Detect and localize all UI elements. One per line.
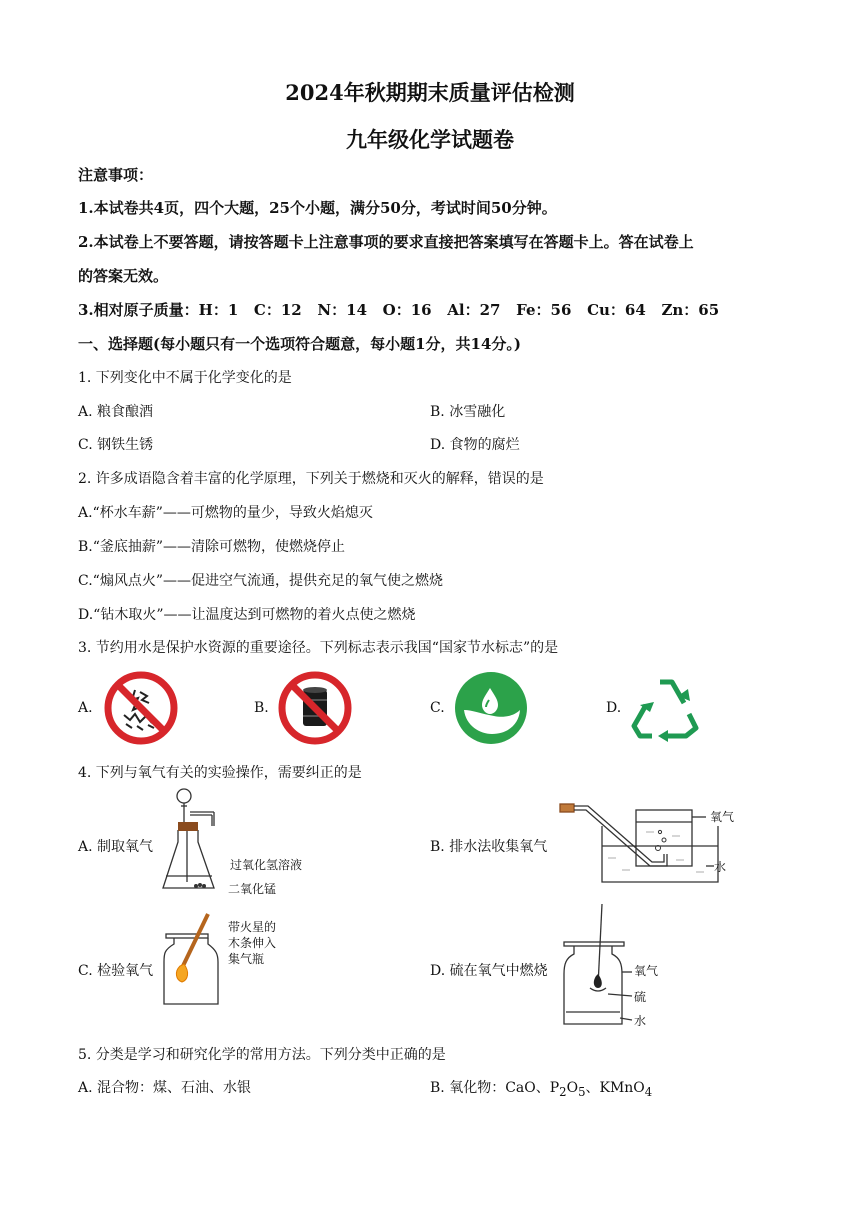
question-2-option-a: A.“杯水车薪”——可燃物的量少，导致火焰熄灭 <box>78 505 373 521</box>
option-b-prefix: B. 氧化物：CaO、P <box>430 1080 560 1096</box>
question-2-option-d: D.“钻木取火”——让温度达到可燃物的着火点使之燃烧 <box>78 607 416 623</box>
page-subtitle: 九年级化学试题卷 <box>346 127 514 152</box>
option-b-o: O <box>566 1080 579 1096</box>
label-glowing-splint-2: 木条伸入 <box>228 936 277 950</box>
recycle-icon <box>626 672 708 744</box>
water-saving-logo-icon <box>452 670 530 746</box>
label-sulfur-d: 硫 <box>634 990 647 1004</box>
question-1-option-c: C. 钢铁生锈 <box>78 437 154 453</box>
label-oxygen-b: 氧气 <box>710 810 735 824</box>
question-2-stem: 2. 许多成语隐含着丰富的化学原理，下列关于燃烧和灭火的解释，错误的是 <box>78 471 544 487</box>
subscript-2: 2 <box>559 1084 567 1099</box>
question-4-option-d: D. 硫在氧气中燃烧 <box>430 963 548 979</box>
question-3-option-a: A. <box>78 700 93 716</box>
question-4-stem: 4. 下列与氧气有关的实验操作，需要纠正的是 <box>78 765 362 781</box>
option-b-kmno: 、KMnO <box>585 1080 645 1096</box>
question-4-option-b: B. 排水法收集氧气 <box>430 839 548 855</box>
note-item-2-cont: 的答案无效。 <box>78 267 169 285</box>
no-logging-sign-icon <box>102 670 180 746</box>
question-2-option-b: B.“釜底抽薪”——清除可燃物，使燃烧停止 <box>78 539 346 555</box>
question-5-option-a: A. 混合物：煤、石油、水银 <box>78 1080 252 1096</box>
label-glowing-splint-1: 带火星的 <box>228 920 277 934</box>
question-1-option-a: A. 粮食酿酒 <box>78 404 154 420</box>
question-1-option-b: B. 冰雪融化 <box>430 404 506 420</box>
label-oxygen-d: 氧气 <box>634 964 659 978</box>
no-oil-barrel-sign-icon <box>276 670 354 746</box>
label-glowing-splint-3: 集气瓶 <box>228 952 265 966</box>
question-1-option-d: D. 食物的腐烂 <box>430 437 520 453</box>
label-water-b: 水 <box>714 860 727 874</box>
question-4-option-a: A. 制取氧气 <box>78 839 154 855</box>
label-manganese-dioxide: 二氧化锰 <box>228 882 277 896</box>
note-item-3: 3.相对原子质量：H：1 C：12 N：14 O：16 Al：27 Fe：56 Cu：64 Zn：65 <box>78 301 720 319</box>
question-5-option-b <box>430 1077 652 1099</box>
question-3-option-c: C. <box>430 700 445 716</box>
label-hydrogen-peroxide: 过氧化氢溶液 <box>230 858 303 872</box>
oxygen-test-figure <box>160 912 226 1008</box>
question-3-option-d: D. <box>606 700 622 716</box>
notes-heading: 注意事项： <box>78 166 154 184</box>
question-3-stem: 3. 节约用水是保护水资源的重要途径。下列标志表示我国“国家节水标志”的是 <box>78 640 559 656</box>
question-4-option-c: C. 检验氧气 <box>78 963 154 979</box>
question-5-stem: 5. 分类是学习和研究化学的常用方法。下列分类中正确的是 <box>78 1047 446 1063</box>
water-displacement-collection-figure <box>556 800 726 890</box>
subscript-5: 5 <box>578 1084 586 1099</box>
note-item-1: 1.本试卷共4页，四个大题，25个小题，满分50分，考试时间50分钟。 <box>78 199 557 217</box>
section-heading: 一、选择题(每小题只有一个选项符合题意，每小题1分，共14分。) <box>78 335 522 353</box>
question-2-option-c: C.“煽风点火”——促进空气流通，提供充足的氧气使之燃烧 <box>78 573 443 589</box>
label-water-d: 水 <box>634 1014 647 1028</box>
page-title: 2024年秋期期末质量评估检测 <box>285 80 575 105</box>
question-3-option-b: B. <box>254 700 269 716</box>
question-1-stem: 1. 下列变化中不属于化学变化的是 <box>78 370 292 386</box>
subscript-4: 4 <box>644 1084 653 1099</box>
note-item-2: 2.本试卷上不要答题，请按答题卡上注意事项的要求直接把答案填写在答题卡上。答在试卷上 <box>78 233 694 251</box>
